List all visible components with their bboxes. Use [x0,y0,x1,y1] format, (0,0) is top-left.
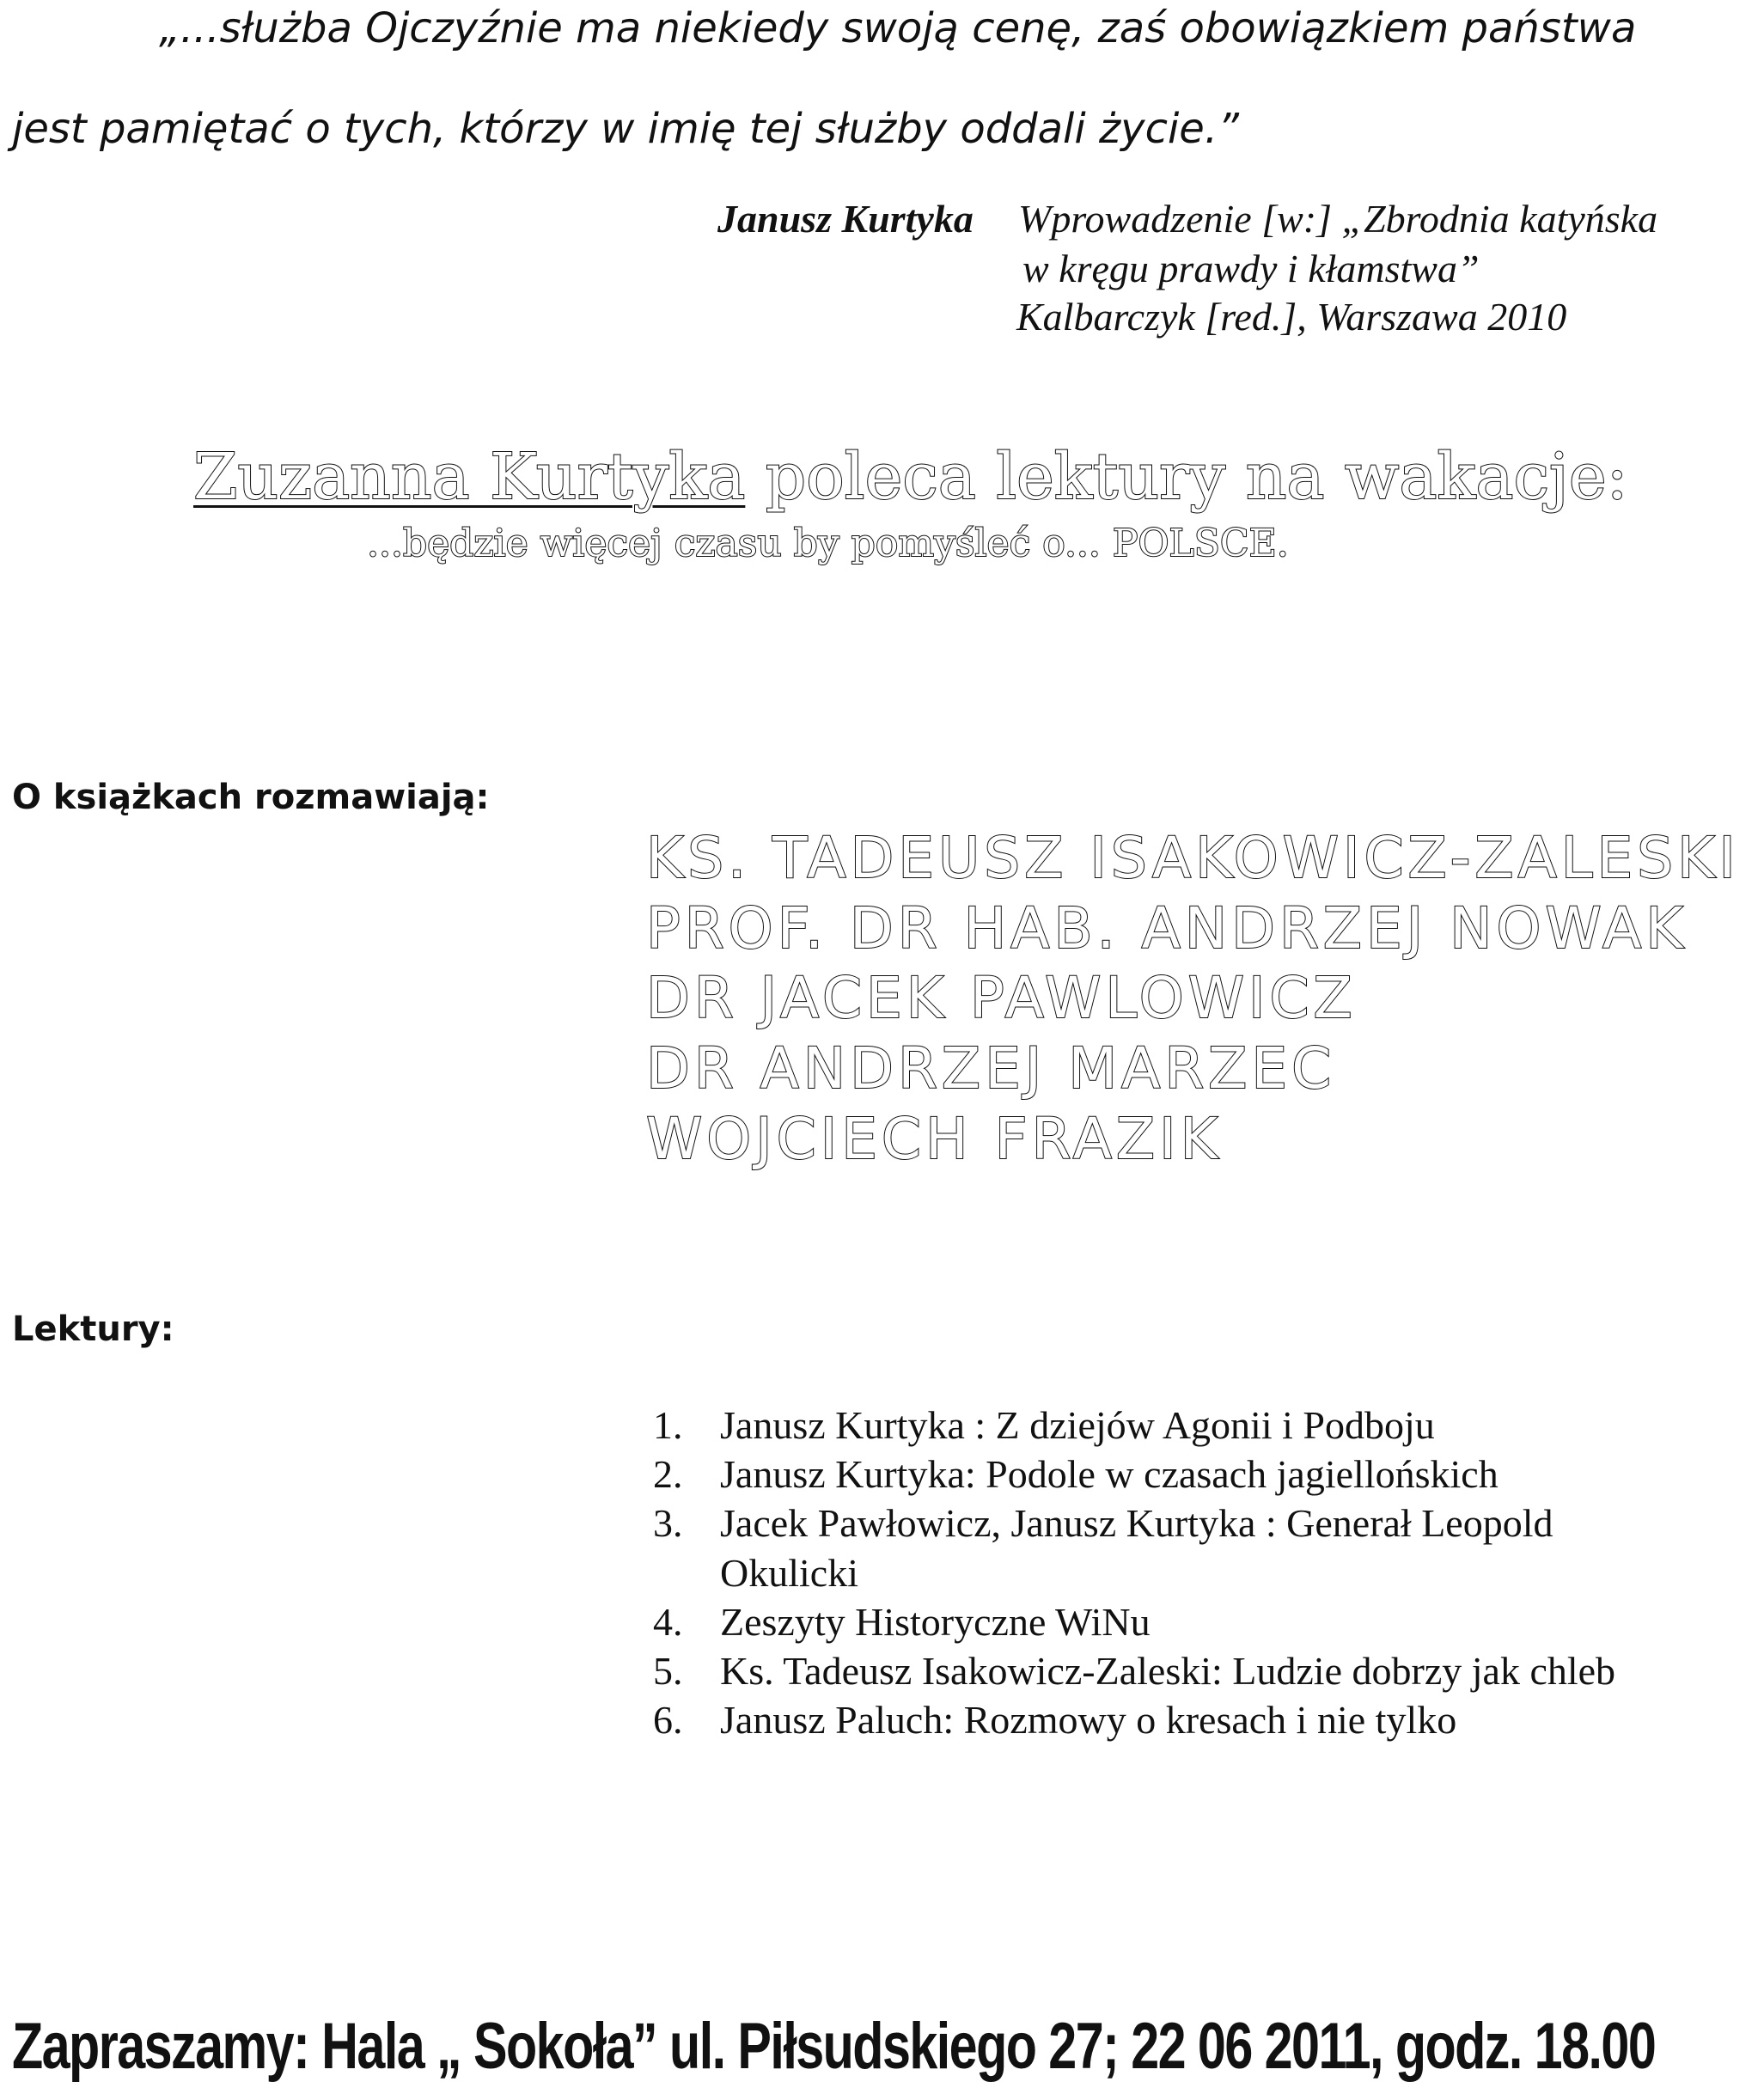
citation-line-2: w kręgu prawdy i kłamstwa” [1022,247,1480,290]
quote-line-2: jest pamiętać o tych, którzy w imię tej służby oddali życie.” [12,105,1239,153]
reading-text: Zeszyty Historyczne WiNu [720,1600,1151,1644]
citation-author: Janusz Kurtyka [717,197,974,241]
citation-line-3: Kalbarczyk [red.], Warszawa 2010 [1016,295,1567,339]
reading-number: 2. [653,1452,683,1496]
reading-number: 1. [653,1403,683,1447]
readings-label: Lektury: [12,1309,174,1349]
speaker-item: PROF. DR HAB. ANDRZEJ NOWAK [646,895,1688,961]
reading-item [653,1697,1456,1743]
reading-text: Janusz Kurtyka: Podole w czasach jagiellońskich [720,1452,1498,1496]
reading-item [653,1648,1615,1694]
reading-text: Jacek Pawłowicz, Janusz Kurtyka : Generał Leopold [720,1501,1553,1545]
reading-number: 3. [653,1501,683,1545]
speaker-item: KS. TADEUSZ ISAKOWICZ-ZALESKI [646,825,1740,891]
reading-number: 6. [653,1698,683,1742]
reading-text: Ks. Tadeusz Isakowicz-Zaleski: Ludzie dobrzy jak chleb [720,1649,1616,1693]
quote-line-1: „...służba Ojczyźnie ma niekiedy swoją cenę, zaś obowiązkiem państwa [159,4,1637,52]
invitation-footer: Zapraszamy: Hala „ Sokoła” ul. Piłsudskiego 27; 22 06 2011, godz. 18.00 [12,2010,1656,2083]
speakers-label: O książkach rozmawiają: [12,778,490,817]
title-rest: poleca lektury na wakacje: [745,440,1628,514]
reading-number: 5. [653,1649,683,1693]
reading-item-continuation: Okulicki [720,1551,858,1595]
reading-item [653,1599,1151,1645]
page-subtitle: ...będzie więcej czasu by pomyśleć o... POLSCE. [367,522,1289,565]
reading-number: 4. [653,1600,683,1644]
reading-text: Janusz Paluch: Rozmowy o kresach i nie tylko [720,1698,1457,1742]
reading-item [653,1402,1435,1448]
speaker-item: WOJCIECH FRAZIK [646,1106,1222,1172]
speaker-item: DR ANDRZEJ MARZEC [646,1035,1336,1102]
reading-item [653,1500,1553,1546]
reading-text: Janusz Kurtyka : Z dziejów Agonii i Podboju [720,1403,1435,1447]
title-name: Zuzanna Kurtyka [193,440,746,514]
citation-line-1: Wprowadzenie [w:] „Zbrodnia katyńska [1018,197,1658,241]
page-title [193,440,1628,514]
speaker-item: DR JACEK PAWLOWICZ [646,965,1357,1031]
reading-item [653,1451,1498,1497]
